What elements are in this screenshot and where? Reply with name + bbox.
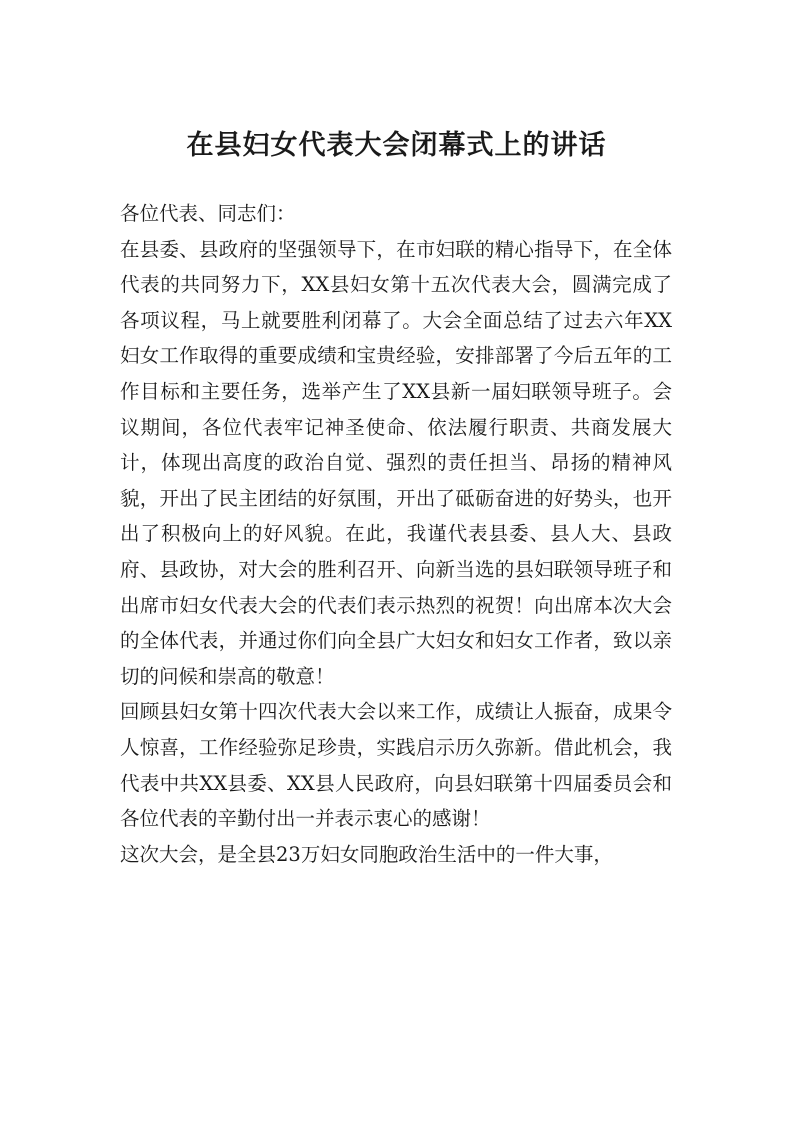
document-body [120, 196, 672, 872]
document-title: 在县妇女代表大会闭幕式上的讲话 [186, 130, 607, 161]
paragraph-3: 这次大会，是全县23万妇女同胞政治生活中的一件大事， [120, 842, 613, 866]
salutation: 各位代表、同志们： [120, 202, 296, 225]
paragraph-1: 在县委、县政府的坚强领导下，在市妇联的精心指导下，在全体代表的共同努力下，XX县妇女第十五次代表大会，圆满完成了各项议程，马上就要胜利闭幕了。大会全面总结了过去六年XX妇女工作取得的重要成绩和宝贵经验，安排部署了今后五年的工作目标和主要任务，选举产生了XX县新一届妇联领导班子。会议期间，各位代表牢记神圣使命、依法履行职责、共商发展大计，体现出高度的政治自觉、强烈的责任担当、昂扬的精神风貌，开出了民主团结的好氛围，开出了砥砺奋进的好势头，也开出了积极向上的好风貌。在此，我谨代表县委、县人大、县政府、县政协，对大会的胜利召开、向新当选的县妇联领导班子和出席市妇女代表大会的代表们表示热烈的祝贺！向出席本次大会的全体代表，并通过你们向全县广大妇女和妇女工作者，致以亲切的问候和崇高的敬意！ [120, 237, 672, 688]
paragraph-2: 回顾县妇女第十四次代表大会以来工作，成绩让人振奋，成果令人惊喜，工作经验弥足珍贵，实践启示历久弥新。借此机会，我代表中共XX县委、XX县人民政府，向县妇联第十四届委员会和各位代表的辛勤付出一并表示衷心的感谢！ [120, 700, 672, 831]
